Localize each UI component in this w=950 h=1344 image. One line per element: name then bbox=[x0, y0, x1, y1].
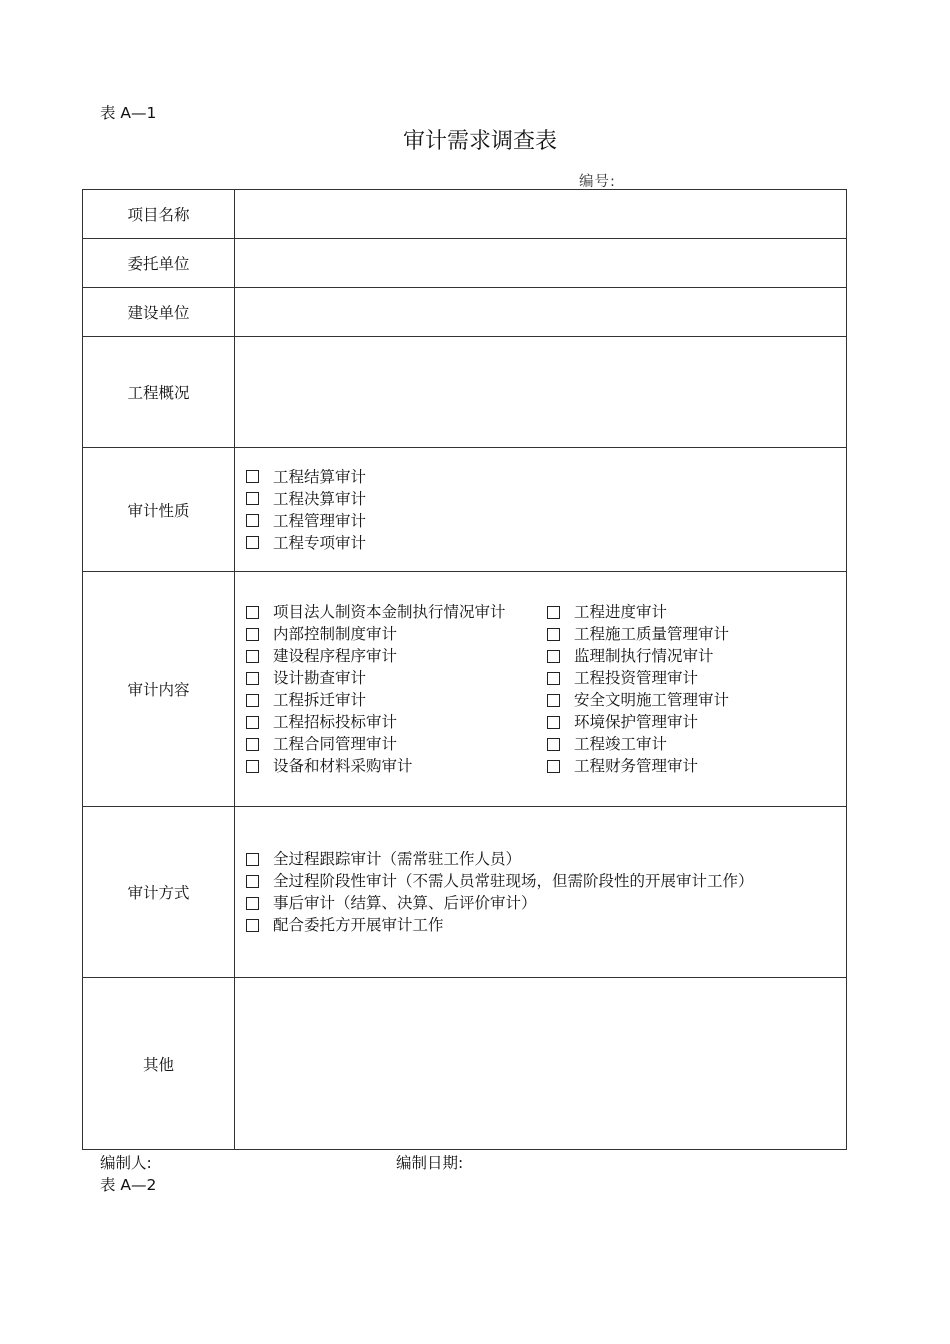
checkbox-icon[interactable] bbox=[246, 628, 259, 641]
checkbox-icon[interactable] bbox=[246, 853, 259, 866]
project-name-label: 项目名称 bbox=[83, 190, 235, 239]
content-option[interactable]: 工程拆迁审计 bbox=[246, 689, 547, 711]
audit-content-options bbox=[235, 601, 846, 777]
table-number: 表 A—1 bbox=[100, 104, 157, 122]
row-project-name bbox=[83, 190, 847, 239]
content-options-left bbox=[246, 601, 547, 777]
content-option[interactable]: 工程进度审计 bbox=[547, 601, 729, 623]
overview-label: 工程概况 bbox=[83, 337, 235, 448]
checkbox-icon[interactable] bbox=[547, 650, 560, 663]
client-unit-label: 委托单位 bbox=[83, 239, 235, 288]
checkbox-icon[interactable] bbox=[246, 875, 259, 888]
checkbox-icon[interactable] bbox=[547, 628, 560, 641]
content-option[interactable]: 建设程序程序审计 bbox=[246, 645, 547, 667]
content-option[interactable]: 监理制执行情况审计 bbox=[547, 645, 729, 667]
audit-survey-table bbox=[82, 189, 847, 1150]
checkbox-icon[interactable] bbox=[547, 672, 560, 685]
content-option[interactable]: 工程招标投标审计 bbox=[246, 711, 547, 733]
serial-number-label: 编号: bbox=[579, 174, 616, 190]
checkbox-icon[interactable] bbox=[246, 738, 259, 751]
content-option[interactable]: 设计勘查审计 bbox=[246, 667, 547, 689]
method-option[interactable]: 配合委托方开展审计工作 bbox=[246, 914, 846, 936]
content-option[interactable]: 项目法人制资本金制执行情况审计 bbox=[246, 601, 547, 623]
content-option[interactable]: 安全文明施工管理审计 bbox=[547, 689, 729, 711]
content-option[interactable]: 工程投资管理审计 bbox=[547, 667, 729, 689]
checkbox-icon[interactable] bbox=[547, 606, 560, 619]
construction-unit-field[interactable] bbox=[235, 288, 847, 337]
method-option[interactable]: 全过程跟踪审计（需常驻工作人员） bbox=[246, 848, 846, 870]
audit-nature-label: 审计性质 bbox=[83, 448, 235, 572]
checkbox-icon[interactable] bbox=[246, 919, 259, 932]
checkbox-icon[interactable] bbox=[246, 536, 259, 549]
form-title: 审计需求调查表 bbox=[402, 129, 557, 154]
nature-option[interactable]: 工程专项审计 bbox=[246, 532, 846, 554]
row-audit-content bbox=[83, 572, 847, 807]
other-field[interactable] bbox=[235, 978, 847, 1150]
content-option[interactable]: 工程财务管理审计 bbox=[547, 755, 729, 777]
checkbox-icon[interactable] bbox=[246, 470, 259, 483]
checkbox-icon[interactable] bbox=[246, 760, 259, 773]
next-table-number: 表 A—2 bbox=[100, 1176, 157, 1194]
nature-option[interactable]: 工程结算审计 bbox=[246, 466, 846, 488]
overview-field[interactable] bbox=[235, 337, 847, 448]
content-options-right bbox=[547, 601, 729, 777]
checkbox-icon[interactable] bbox=[246, 650, 259, 663]
method-option[interactable]: 全过程阶段性审计（不需人员常驻现场，但需阶段性的开展审计工作） bbox=[246, 870, 846, 892]
checkbox-icon[interactable] bbox=[246, 897, 259, 910]
row-other bbox=[83, 978, 847, 1150]
audit-content-label: 审计内容 bbox=[83, 572, 235, 807]
nature-option[interactable]: 工程决算审计 bbox=[246, 488, 846, 510]
content-option[interactable]: 工程竣工审计 bbox=[547, 733, 729, 755]
row-audit-method bbox=[83, 807, 847, 978]
prepared-by-label: 编制人: bbox=[100, 1154, 152, 1172]
row-client-unit bbox=[83, 239, 847, 288]
checkbox-icon[interactable] bbox=[547, 760, 560, 773]
nature-option[interactable]: 工程管理审计 bbox=[246, 510, 846, 532]
row-overview bbox=[83, 337, 847, 448]
method-option[interactable]: 事后审计（结算、决算、后评价审计） bbox=[246, 892, 846, 914]
checkbox-icon[interactable] bbox=[547, 694, 560, 707]
checkbox-icon[interactable] bbox=[246, 606, 259, 619]
checkbox-icon[interactable] bbox=[246, 672, 259, 685]
content-option[interactable]: 工程合同管理审计 bbox=[246, 733, 547, 755]
checkbox-icon[interactable] bbox=[246, 716, 259, 729]
client-unit-field[interactable] bbox=[235, 239, 847, 288]
prepared-date-label: 编制日期: bbox=[396, 1154, 464, 1172]
audit-method-options bbox=[235, 848, 846, 936]
construction-unit-label: 建设单位 bbox=[83, 288, 235, 337]
checkbox-icon[interactable] bbox=[246, 694, 259, 707]
content-option[interactable]: 工程施工质量管理审计 bbox=[547, 623, 729, 645]
content-option[interactable]: 内部控制制度审计 bbox=[246, 623, 547, 645]
checkbox-icon[interactable] bbox=[547, 716, 560, 729]
row-construction-unit bbox=[83, 288, 847, 337]
checkbox-icon[interactable] bbox=[246, 514, 259, 527]
audit-nature-options bbox=[235, 466, 846, 554]
other-label: 其他 bbox=[83, 978, 235, 1150]
checkbox-icon[interactable] bbox=[547, 738, 560, 751]
row-audit-nature bbox=[83, 448, 847, 572]
content-option[interactable]: 环境保护管理审计 bbox=[547, 711, 729, 733]
audit-method-label: 审计方式 bbox=[83, 807, 235, 978]
project-name-field[interactable] bbox=[235, 190, 847, 239]
content-option[interactable]: 设备和材料采购审计 bbox=[246, 755, 547, 777]
checkbox-icon[interactable] bbox=[246, 492, 259, 505]
